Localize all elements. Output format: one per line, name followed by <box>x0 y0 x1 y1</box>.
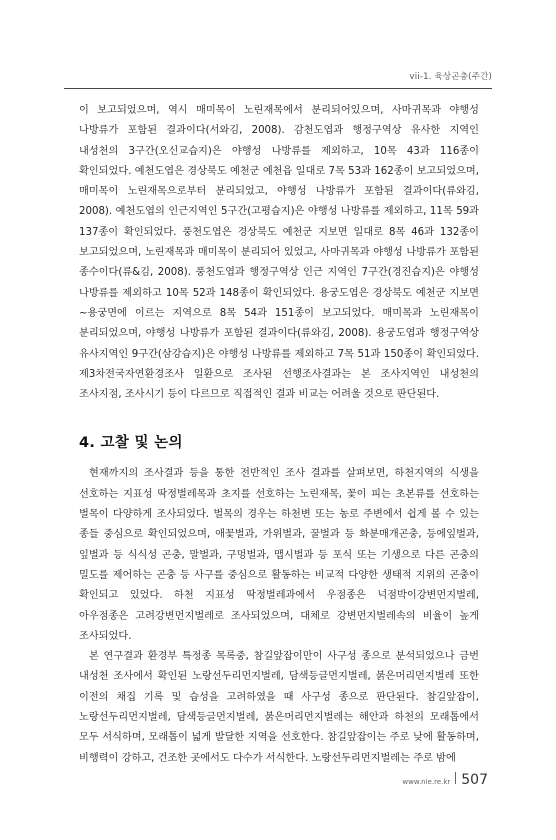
page-content <box>79 101 479 769</box>
body-paragraph-1: 이 보고되었으며, 역시 매미목이 노린재목에서 분리되어있으며, 사마귀목과 야행성 나방류가 포함된 결과이다(서와김, 2008). 감천도엽과 행정구역상 유사한 지역인 내성천의 3구간(오신교습지)은 야행성 나방류를 제외하고, 10목 43과 116종이 확인되었다. 예천도엽은 경상북도 예천군 예천읍 일대로 7목 53과 162종이 보고되었으며, 매미목이 노린재목으로부터 분리되었고, 야행성 나방류가 포함된 결과이다(류와김, 2008). 예천도엽의 인근지역인 5구간(고평습지)은 야행성 나방류를 제외하고, 11목 59과 137종이 확인되었다. 풍천도엽은 경상북도 예천군 지보면 일대로 8목 46과 132종이 보고되었으며, 노린재목과 매미목이 분리되어 있었고, 사마귀목과 야행성 나방류가 포함된 종수이다(류&김, 2008). 풍천도엽과 행정구역상 인근 지역인 7구간(경진습지)은 야행성 나방류를 제외하고 10목 52과 148종이 확인되었다. 용궁도엽은 경상북도 예천군 지보면~용궁면에 이르는 지역으로 8목 54과 151종이 보고되었다. 매미목과 노린재목이 분리되었으며, 야행성 나방류가 포함된 결과이다(류와김, 2008). 용궁도엽과 행정구역상 유사지역인 9구간(삼강습지)은 야행성 나방류를 제외하고 7목 51과 150종이 확인되었다. 제3차전국자연환경조사 일환으로 조사된 선행조사결과는 본 조사지역인 내성천의 조사지점, 조사시기 등이 다르므로 직접적인 결과 비교는 어려울 것으로 판단된다. <box>79 105 479 401</box>
running-title: vii-1. 육상곤충(주간) <box>409 72 492 82</box>
body-paragraph-2: 현재까지의 조사결과 등을 통한 전반적인 조사 결과를 살펴보면, 하천지역의 식생을 선호하는 지표성 딱정벌레목과 초지를 선호하는 노린재목, 꽃이 피는 초본류를 선호하는 벌목이 다양하게 조사되었다. 벌목의 경우는 하천변 또는 농로 주변에서 쉽게 볼 수 있는 종들 중심으로 확인되었으며, 애꽃벌과, 가위벌과, 꿀벌과 등 화분매개곤충, 등에잎벌과, 잎벌과 등 식식성 곤충, 말벌과, 구멍벌과, 맵시벌과 등 포식 또는 기생으로 다른 곤충의 밀도를 제어하는 곤충 등 사구를 중심으로 활동하는 비교적 다양한 생태적 지위의 곤충이 확인되고 있었다. 하천 지표성 딱정벌레과에서 우점종은 넉점박이강변먼지벌레, 아우점종은 고려강변먼지벌레로 조사되었으며, 대체로 강변먼지벌레속의 비율이 높게 조사되었다. <box>79 468 479 642</box>
header-rule <box>64 88 492 89</box>
footer-url: www.nie.re.kr <box>402 778 451 786</box>
page-number: 507 <box>461 772 488 788</box>
body-paragraph-3: 본 연구결과 환경부 특정종 목록중, 참길앞잡이만이 사구성 종으로 분석되었으나 금번 내성천 조사에서 확인된 노랑선두리먼지벌레, 담색등글먼지벌레, 붉은머리먼지벌레 또한 이전의 채집 기록 및 습성을 고려하였을 때 사구성 종으로 판단된다. 참길앞잡이, 노랑선두리먼지벌레, 담색등글먼지벌레, 붉은머리먼지벌레는 해안과 하천의 모래톱에서 모두 서식하며, 모래톱이 넓게 발달한 지역을 선호한다. 참길앞잡이는 주로 낮에 활동하며, 비행력이 강하고, 건조한 곳에서도 다수가 서식한다. 노랑선두리먼지벌레는 주로 밤에 <box>79 651 479 764</box>
page-footer <box>402 772 488 788</box>
section-title: 4. 고찰 및 논의 <box>79 435 183 452</box>
footer-divider <box>455 772 456 784</box>
page-header <box>64 0 492 96</box>
